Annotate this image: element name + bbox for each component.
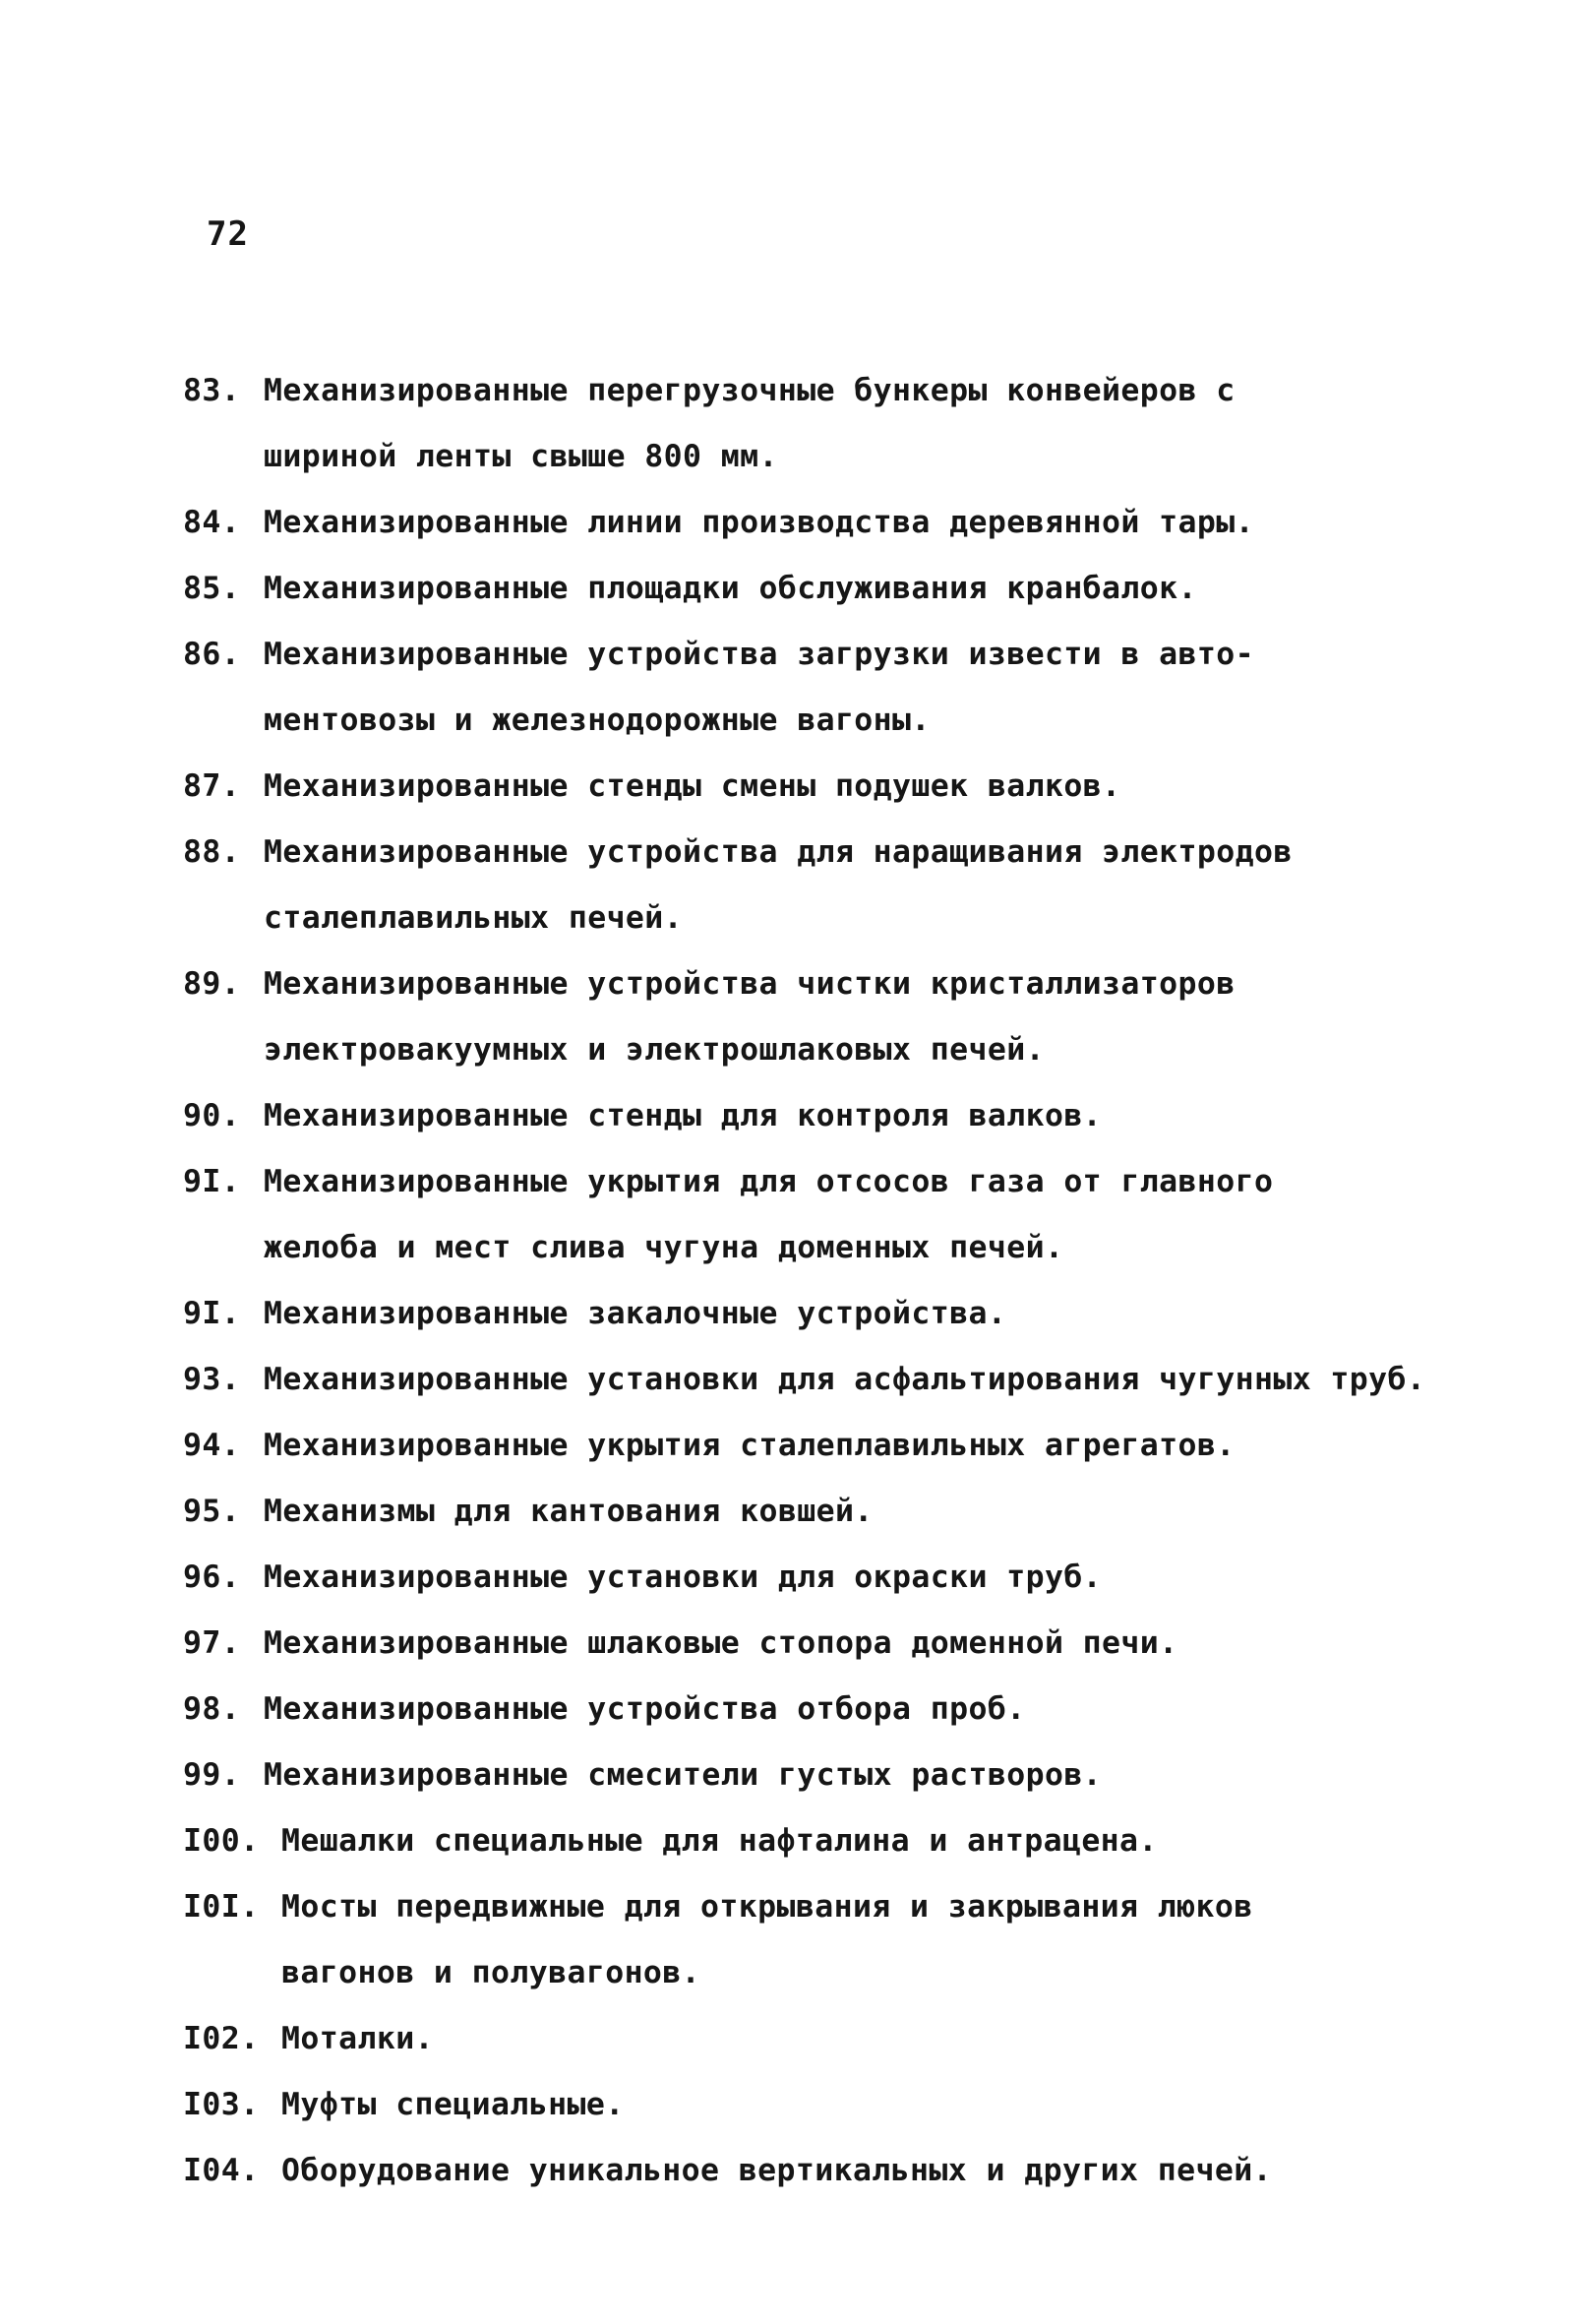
item-text: [264, 1281, 1501, 1347]
page-number: 72: [207, 214, 249, 254]
item-line: электровакуумных и электрошлаковых печей.: [264, 1032, 1045, 1068]
item-text: [264, 1743, 1501, 1808]
item-number: 87.: [183, 768, 241, 804]
list-item: [183, 951, 1501, 1083]
list-item: [183, 1611, 1501, 1677]
list-item: [183, 490, 1501, 556]
item-text: [264, 754, 1501, 820]
item-number: 86.: [183, 637, 241, 672]
item-number: 89.: [183, 966, 241, 1002]
item-number: I02.: [183, 2021, 260, 2056]
item-text: [264, 1413, 1501, 1479]
item-line: Моталки.: [281, 2021, 434, 2056]
list-item: [183, 1677, 1501, 1743]
item-number: 94.: [183, 1428, 241, 1463]
item-number: I04.: [183, 2153, 260, 2188]
item-number: 90.: [183, 1098, 241, 1133]
list-item: [183, 1281, 1501, 1347]
item-number: 9I.: [183, 1296, 241, 1331]
item-text: [264, 820, 1501, 951]
item-line: Механизированные перегрузочные бункеры конвейеров с: [264, 373, 1236, 408]
item-text: [264, 1479, 1501, 1545]
item-line: Механизированные укрытия для отсосов газа от главного: [264, 1164, 1274, 1199]
item-text: [264, 951, 1501, 1083]
item-number: 88.: [183, 834, 241, 870]
item-text: [264, 1083, 1501, 1149]
list-item: [183, 2006, 1501, 2072]
list-item: [183, 1413, 1501, 1479]
item-number: I00.: [183, 1823, 260, 1859]
item-line: Механизированные устройства чистки кристаллизаторов: [264, 966, 1236, 1002]
item-text: [264, 622, 1501, 754]
item-text: [281, 1874, 1501, 2006]
item-text: [281, 2072, 1501, 2138]
item-text: [264, 358, 1501, 490]
item-text: [264, 556, 1501, 622]
list-item: [183, 1545, 1501, 1611]
item-number: 84.: [183, 505, 241, 540]
list-item: [183, 754, 1501, 820]
item-line: вагонов и полувагонов.: [281, 1955, 701, 1990]
item-line: Механизированные укрытия сталеплавильных агрегатов.: [264, 1428, 1236, 1463]
list-item: [183, 1743, 1501, 1808]
list-item: [183, 622, 1501, 754]
list-item: [183, 2072, 1501, 2138]
item-line: Механизированные установки для асфальтирования чугунных труб.: [264, 1362, 1426, 1397]
item-line: Механизированные стенды смены подушек валков.: [264, 768, 1121, 804]
item-line: сталеплавильных печей.: [264, 900, 684, 936]
item-text: [281, 2138, 1501, 2204]
item-number: 96.: [183, 1560, 241, 1595]
item-number: 83.: [183, 373, 241, 408]
item-text: [264, 1611, 1501, 1677]
item-line: Механизированные площадки обслуживания кранбалок.: [264, 571, 1197, 606]
list-item: [183, 556, 1501, 622]
item-text: [281, 2006, 1501, 2072]
item-line: желоба и мест слива чугуна доменных печей.: [264, 1230, 1064, 1265]
item-number: 99.: [183, 1757, 241, 1793]
list-item: [183, 820, 1501, 951]
document-list: [183, 358, 1501, 2204]
item-line: Механизированные устройства загрузки извести в авто-: [264, 637, 1254, 672]
item-number: 9I.: [183, 1164, 241, 1199]
item-line: Механизированные стенды для контроля валков.: [264, 1098, 1103, 1133]
list-item: [183, 1808, 1501, 1874]
list-item: [183, 1149, 1501, 1281]
item-line: ментовозы и железнодорожные вагоны.: [264, 703, 931, 738]
item-line: Механизированные смесители густых растворов.: [264, 1757, 1103, 1793]
item-line: Механизированные закалочные устройства.: [264, 1296, 1007, 1331]
list-item: [183, 1347, 1501, 1413]
item-line: Механизированные установки для окраски труб.: [264, 1560, 1103, 1595]
item-number: 95.: [183, 1494, 241, 1529]
item-number: 85.: [183, 571, 241, 606]
item-line: Оборудование уникальное вертикальных и других печей.: [281, 2153, 1272, 2188]
list-item: [183, 1083, 1501, 1149]
item-line: Механизированные шлаковые стопора доменной печи.: [264, 1625, 1178, 1661]
item-number: 98.: [183, 1691, 241, 1727]
list-item: [183, 358, 1501, 490]
item-text: [264, 490, 1501, 556]
item-line: Механизированные линии производства деревянной тары.: [264, 505, 1254, 540]
item-number: I03.: [183, 2087, 260, 2122]
item-line: Механизмы для кантования ковшей.: [264, 1494, 874, 1529]
item-number: I0I.: [183, 1889, 260, 1925]
list-item: [183, 1479, 1501, 1545]
item-line: Механизированные устройства отбора проб.: [264, 1691, 1026, 1727]
item-text: [264, 1677, 1501, 1743]
item-line: Мосты передвижные для открывания и закрывания люков: [281, 1889, 1253, 1925]
item-line: Муфты специальные.: [281, 2087, 625, 2122]
item-number: 93.: [183, 1362, 241, 1397]
list-item: [183, 1874, 1501, 2006]
item-text: [264, 1347, 1501, 1413]
item-number: 97.: [183, 1625, 241, 1661]
item-text: [264, 1149, 1501, 1281]
list-item: [183, 2138, 1501, 2204]
item-line: Мешалки специальные для нафталина и антрацена.: [281, 1823, 1158, 1859]
item-line: шириной ленты свыше 800 мм.: [264, 439, 778, 474]
item-text: [281, 1808, 1501, 1874]
item-line: Механизированные устройства для наращивания электродов: [264, 834, 1293, 870]
item-text: [264, 1545, 1501, 1611]
